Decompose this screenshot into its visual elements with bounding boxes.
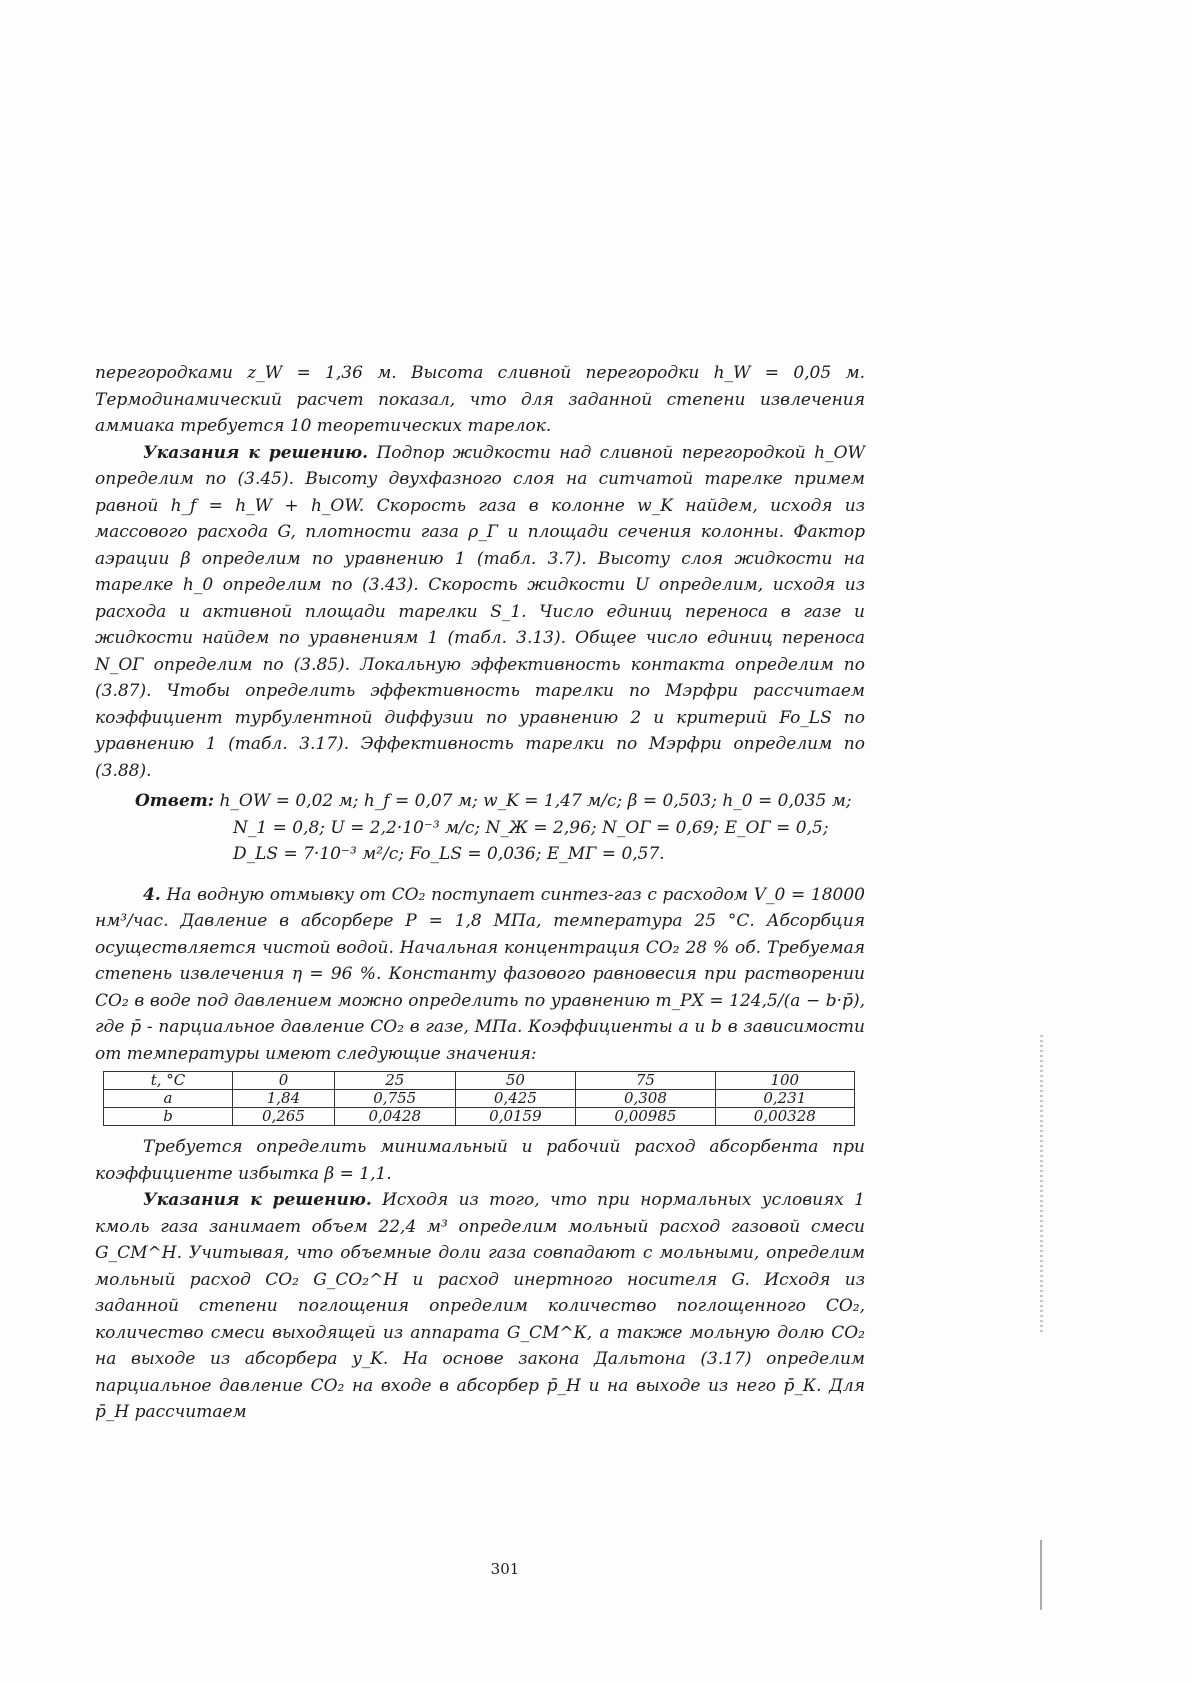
table-cell: 0,0159 — [455, 1108, 576, 1126]
table-cell: 100 — [715, 1072, 854, 1090]
table-row — [104, 1090, 855, 1108]
answer-line-1 — [135, 788, 865, 815]
answer-values-1: h_OW = 0,02 м; h_f = 0,07 м; w_K = 1,47 м/с; β = 0,503; h_0 = 0,035 м; — [219, 791, 852, 811]
problem-number: 4. — [143, 884, 161, 905]
answer-values-3: D_LS = 7·10⁻³ м²/с; Fo_LS = 0,036; E_МГ = 0,57. — [233, 844, 665, 864]
table-cell: b — [104, 1108, 233, 1126]
table-cell: t, °С — [104, 1072, 233, 1090]
problem-4 — [95, 882, 865, 1068]
table-cell: 1,84 — [233, 1090, 335, 1108]
table-row — [104, 1108, 855, 1126]
answer-values-2: N_1 = 0,8; U = 2,2·10⁻³ м/с; N_Ж = 2,96; N_ОГ = 0,69; E_ОГ = 0,5; — [233, 817, 829, 838]
solution-hint-2 — [95, 1187, 865, 1426]
answer-block — [95, 788, 865, 868]
problem-text: На водную отмывку от CO₂ поступает синтез-газ с расходом V_0 = 18000 нм³/час. Давление в абсорбере P = 1,8 МПа, температура 25 °С. Абсорбция осуществляется чистой водой. Начальная концентрация CO₂ 28 % об. Требуемая степень извлечения η = 96 %. Константу фазового равновесия при растворении CO₂ в воде под давлением можно определить по уравнению m_РХ = 124,5/(a − b·p̄), где p̄ - парциальное давление CO₂ в газе, МПа. Коэффициенты a и b в зависимости от температуры имеют следующие значения: — [95, 884, 865, 1064]
hint-text: Подпор жидкости над сливной перегородкой h_OW определим по (3.45). Высоту двухфазного слоя на ситчатой тарелке примем равной h_f = h_W + h_OW. Скорость газа в колонне w_K найдем, исходя из массового расхода G, плотности газа ρ_Г и площади сечения колонны. Фактор аэрации β определим по уравнению 1 (табл. 3.7). Высоту слоя жидкости на тарелке h_0 определим по (3.43). Скорость жидкости U определим, исходя из расхода и активной площади тарелки S_1. Число единиц переноса в газе и жидкости найдем по уравнениям 1 (табл. 3.13). Общее число единиц переноса N_ОГ определим по (3.85). Локальную эффективность контакта определим по (3.87). Чтобы определить эффективность тарелки по Мэрфри рассчитаем коэффициент турбулентной диффузии по уравнению 2 и критерий Fo_LS по уравнению 1 (табл. 3.17). Эффективность тарелки по Мэрфри определим по (3.88). — [95, 442, 865, 781]
answer-line-3 — [233, 841, 865, 868]
scan-artifact — [1040, 1035, 1043, 1335]
answer-line-2 — [233, 815, 865, 842]
table-cell: 0 — [233, 1072, 335, 1090]
table-cell: 0,425 — [455, 1090, 576, 1108]
hint-lead: Указания к решению. — [143, 1190, 372, 1210]
hint-lead: Указания к решению. — [143, 442, 369, 463]
table-cell: 75 — [576, 1072, 715, 1090]
answer-lead: Ответ: — [135, 791, 215, 811]
table-row — [104, 1072, 855, 1090]
table-cell: 0,231 — [715, 1090, 854, 1108]
paragraph-continuation: перегородками z_W = 1,36 м. Высота сливной перегородки h_W = 0,05 м. Термодинамический расчет показал, что для заданной степени извлечения аммиака требуется 10 теоретических тарелок. — [95, 363, 865, 436]
hint-text: Исходя из того, что при нормальных условиях 1 кмоль газа занимает объем 22,4 м³ определим мольный расход газовой смеси G_СМ^Н. Учитывая, что объемные доли газа совпадают с мольными, определим мольный расход CO₂ G_CO₂^Н и расход инертного носителя G. Исходя из заданной степени поглощения определим количество поглощенного CO₂, количество смеси выходящей из аппарата G_СМ^К, а также мольную долю CO₂ на выходе из абсорбера y_K. На основе закона Дальтона (3.17) определим парциальное давление CO₂ на входе в абсорбер p̄_Н и на выходе из него p̄_К. Для p̄_Н рассчитаем — [95, 1190, 865, 1422]
table-cell: 0,0428 — [334, 1108, 455, 1126]
requirement-text: Требуется определить минимальный и рабочий расход абсорбента при коэффициенте избытка β = 1,1. — [95, 1137, 865, 1184]
table-cell: 0,00985 — [576, 1108, 715, 1126]
table-cell: 0,755 — [334, 1090, 455, 1108]
solution-hint-1 — [95, 440, 865, 785]
coefficient-table — [103, 1071, 855, 1126]
scan-artifact — [1040, 1540, 1042, 1610]
page-number: 301 — [490, 1560, 520, 1578]
page-body — [95, 360, 865, 1426]
table-cell: 25 — [334, 1072, 455, 1090]
table-cell: 50 — [455, 1072, 576, 1090]
table-cell: a — [104, 1090, 233, 1108]
table-cell: 0,308 — [576, 1090, 715, 1108]
table-cell: 0,00328 — [715, 1108, 854, 1126]
table-cell: 0,265 — [233, 1108, 335, 1126]
